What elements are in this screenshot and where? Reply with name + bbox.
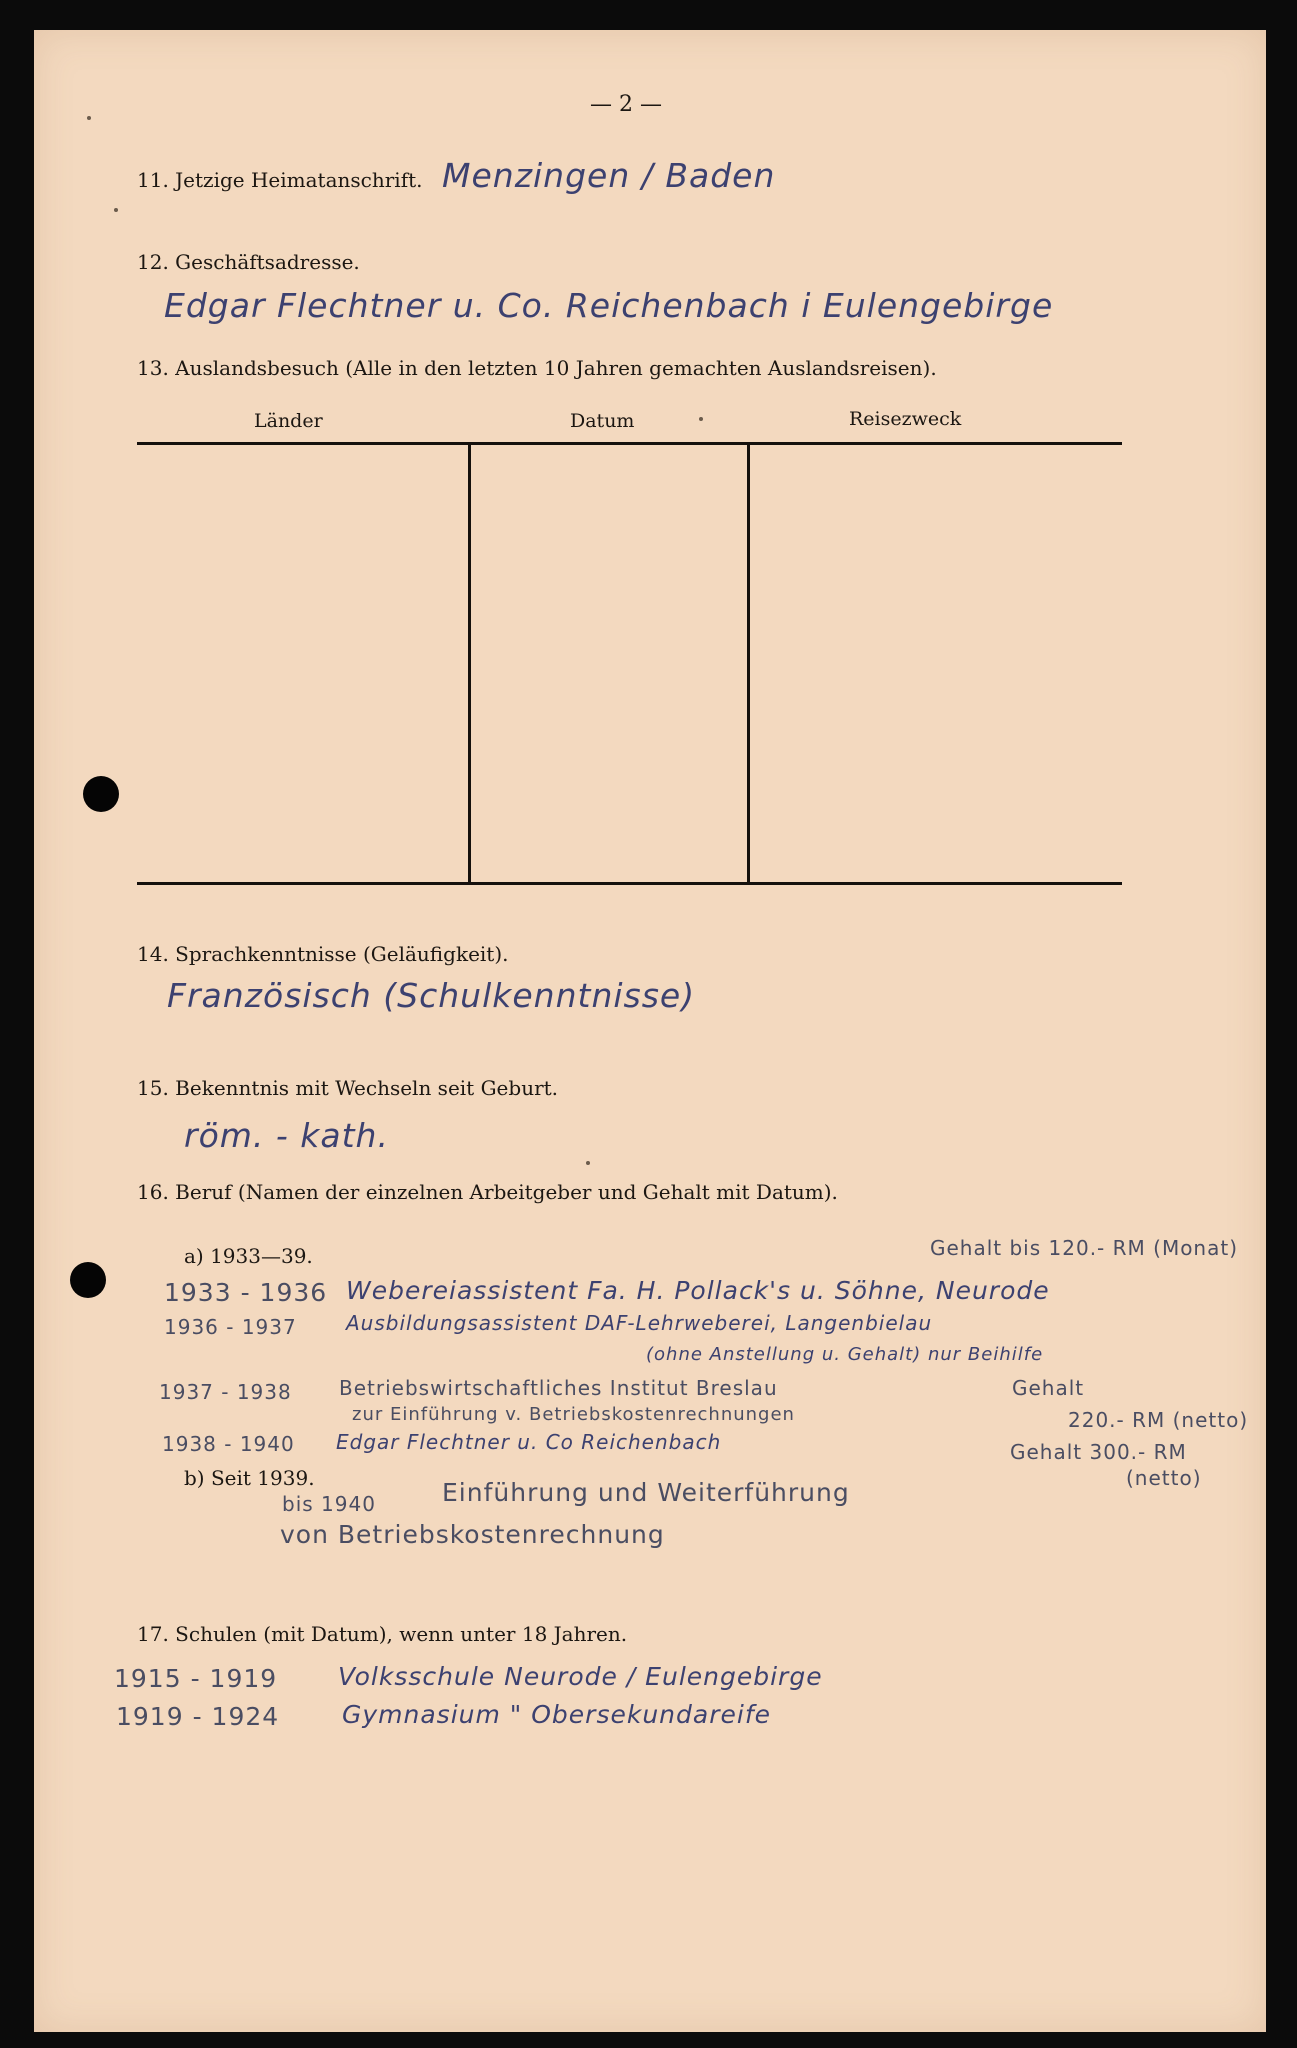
margin-mark xyxy=(586,1161,590,1165)
job-4-years: 1938 - 1940 xyxy=(162,1432,295,1456)
column-header-datum: Datum xyxy=(570,410,635,432)
salary-header: Gehalt bis 120.- RM (Monat) xyxy=(930,1236,1239,1260)
salary-note-1: Gehalt xyxy=(1012,1376,1085,1400)
school-1-years: 1915 - 1919 xyxy=(114,1664,278,1693)
page-number: — 2 — xyxy=(590,92,662,117)
school-1-text: Volksschule Neurode / Eulengebirge xyxy=(338,1662,823,1691)
item-14-label: 14. Sprachkenntnisse (Geläufigkeit). xyxy=(137,942,509,966)
item-16-label: 16. Beruf (Namen der einzelnen Arbeitgeber und Gehalt mit Datum). xyxy=(137,1180,838,1204)
margin-mark xyxy=(87,116,91,120)
salary-note-3: Gehalt 300.- RM xyxy=(1010,1440,1187,1464)
punch-hole-bottom xyxy=(70,1262,106,1298)
item-12-label: 12. Geschäftsadresse. xyxy=(137,250,360,274)
form-page xyxy=(34,30,1266,2032)
job-1-text: Webereiassistent Fa. H. Pollack's u. Söhne, Neurode xyxy=(346,1276,1050,1305)
item-15-label: 15. Bekenntnis mit Wechseln seit Geburt. xyxy=(137,1076,559,1100)
salary-note-2: 220.- RM (netto) xyxy=(1068,1408,1249,1432)
item-13-label: 13. Auslandsbesuch (Alle in den letzten 10 Jahren gemachten Auslandsreisen). xyxy=(137,356,937,380)
job-b-line-1: Einführung und Weiterführung xyxy=(442,1478,850,1507)
item-14-handwritten: Französisch (Schulkenntnisse) xyxy=(167,976,696,1015)
job-2-text: Ausbildungsassistent DAF-Lehrweberei, Langenbielau xyxy=(346,1311,933,1335)
school-2-years: 1919 - 1924 xyxy=(116,1702,280,1731)
salary-note-4: (netto) xyxy=(1126,1466,1202,1490)
job-b-years: bis 1940 xyxy=(282,1492,376,1516)
job-3-years: 1937 - 1938 xyxy=(159,1380,292,1404)
table-divider-2 xyxy=(747,445,750,882)
school-2-text: Gymnasium " Obersekundareife xyxy=(342,1700,772,1729)
column-header-laender: Länder xyxy=(254,410,323,432)
item-11-label: 11. Jetzige Heimatanschrift. xyxy=(137,168,423,192)
column-header-reisezweck: Reisezweck xyxy=(849,408,962,430)
item-16-b-label: b) Seit 1939. xyxy=(184,1466,315,1490)
job-1-years: 1933 - 1936 xyxy=(164,1278,328,1307)
punch-hole-top xyxy=(83,776,119,812)
item-15-handwritten: röm. - kath. xyxy=(184,1116,389,1155)
job-b-line-2: von Betriebskostenrechnung xyxy=(280,1520,665,1549)
margin-mark xyxy=(699,417,703,421)
table-top-rule xyxy=(137,442,1122,445)
job-2-years: 1936 - 1937 xyxy=(164,1315,297,1339)
margin-mark xyxy=(114,208,118,212)
job-4-text: Edgar Flechtner u. Co Reichenbach xyxy=(336,1430,722,1454)
table-bottom-rule xyxy=(137,882,1122,885)
job-3-text: Betriebswirtschaftliches Institut Breslau xyxy=(339,1376,778,1400)
item-17-label: 17. Schulen (mit Datum), wenn unter 18 Jahren. xyxy=(137,1622,628,1646)
job-2-note: (ohne Anstellung u. Gehalt) nur Beihilfe xyxy=(646,1344,1044,1365)
item-11-handwritten: Menzingen / Baden xyxy=(442,156,776,195)
table-divider-1 xyxy=(468,445,471,882)
job-3-note: zur Einführung v. Betriebskostenrechnungen xyxy=(352,1404,795,1425)
item-12-handwritten: Edgar Flechtner u. Co. Reichenbach i Eulengebirge xyxy=(164,286,1054,325)
item-16-a-label: a) 1933—39. xyxy=(184,1244,313,1268)
